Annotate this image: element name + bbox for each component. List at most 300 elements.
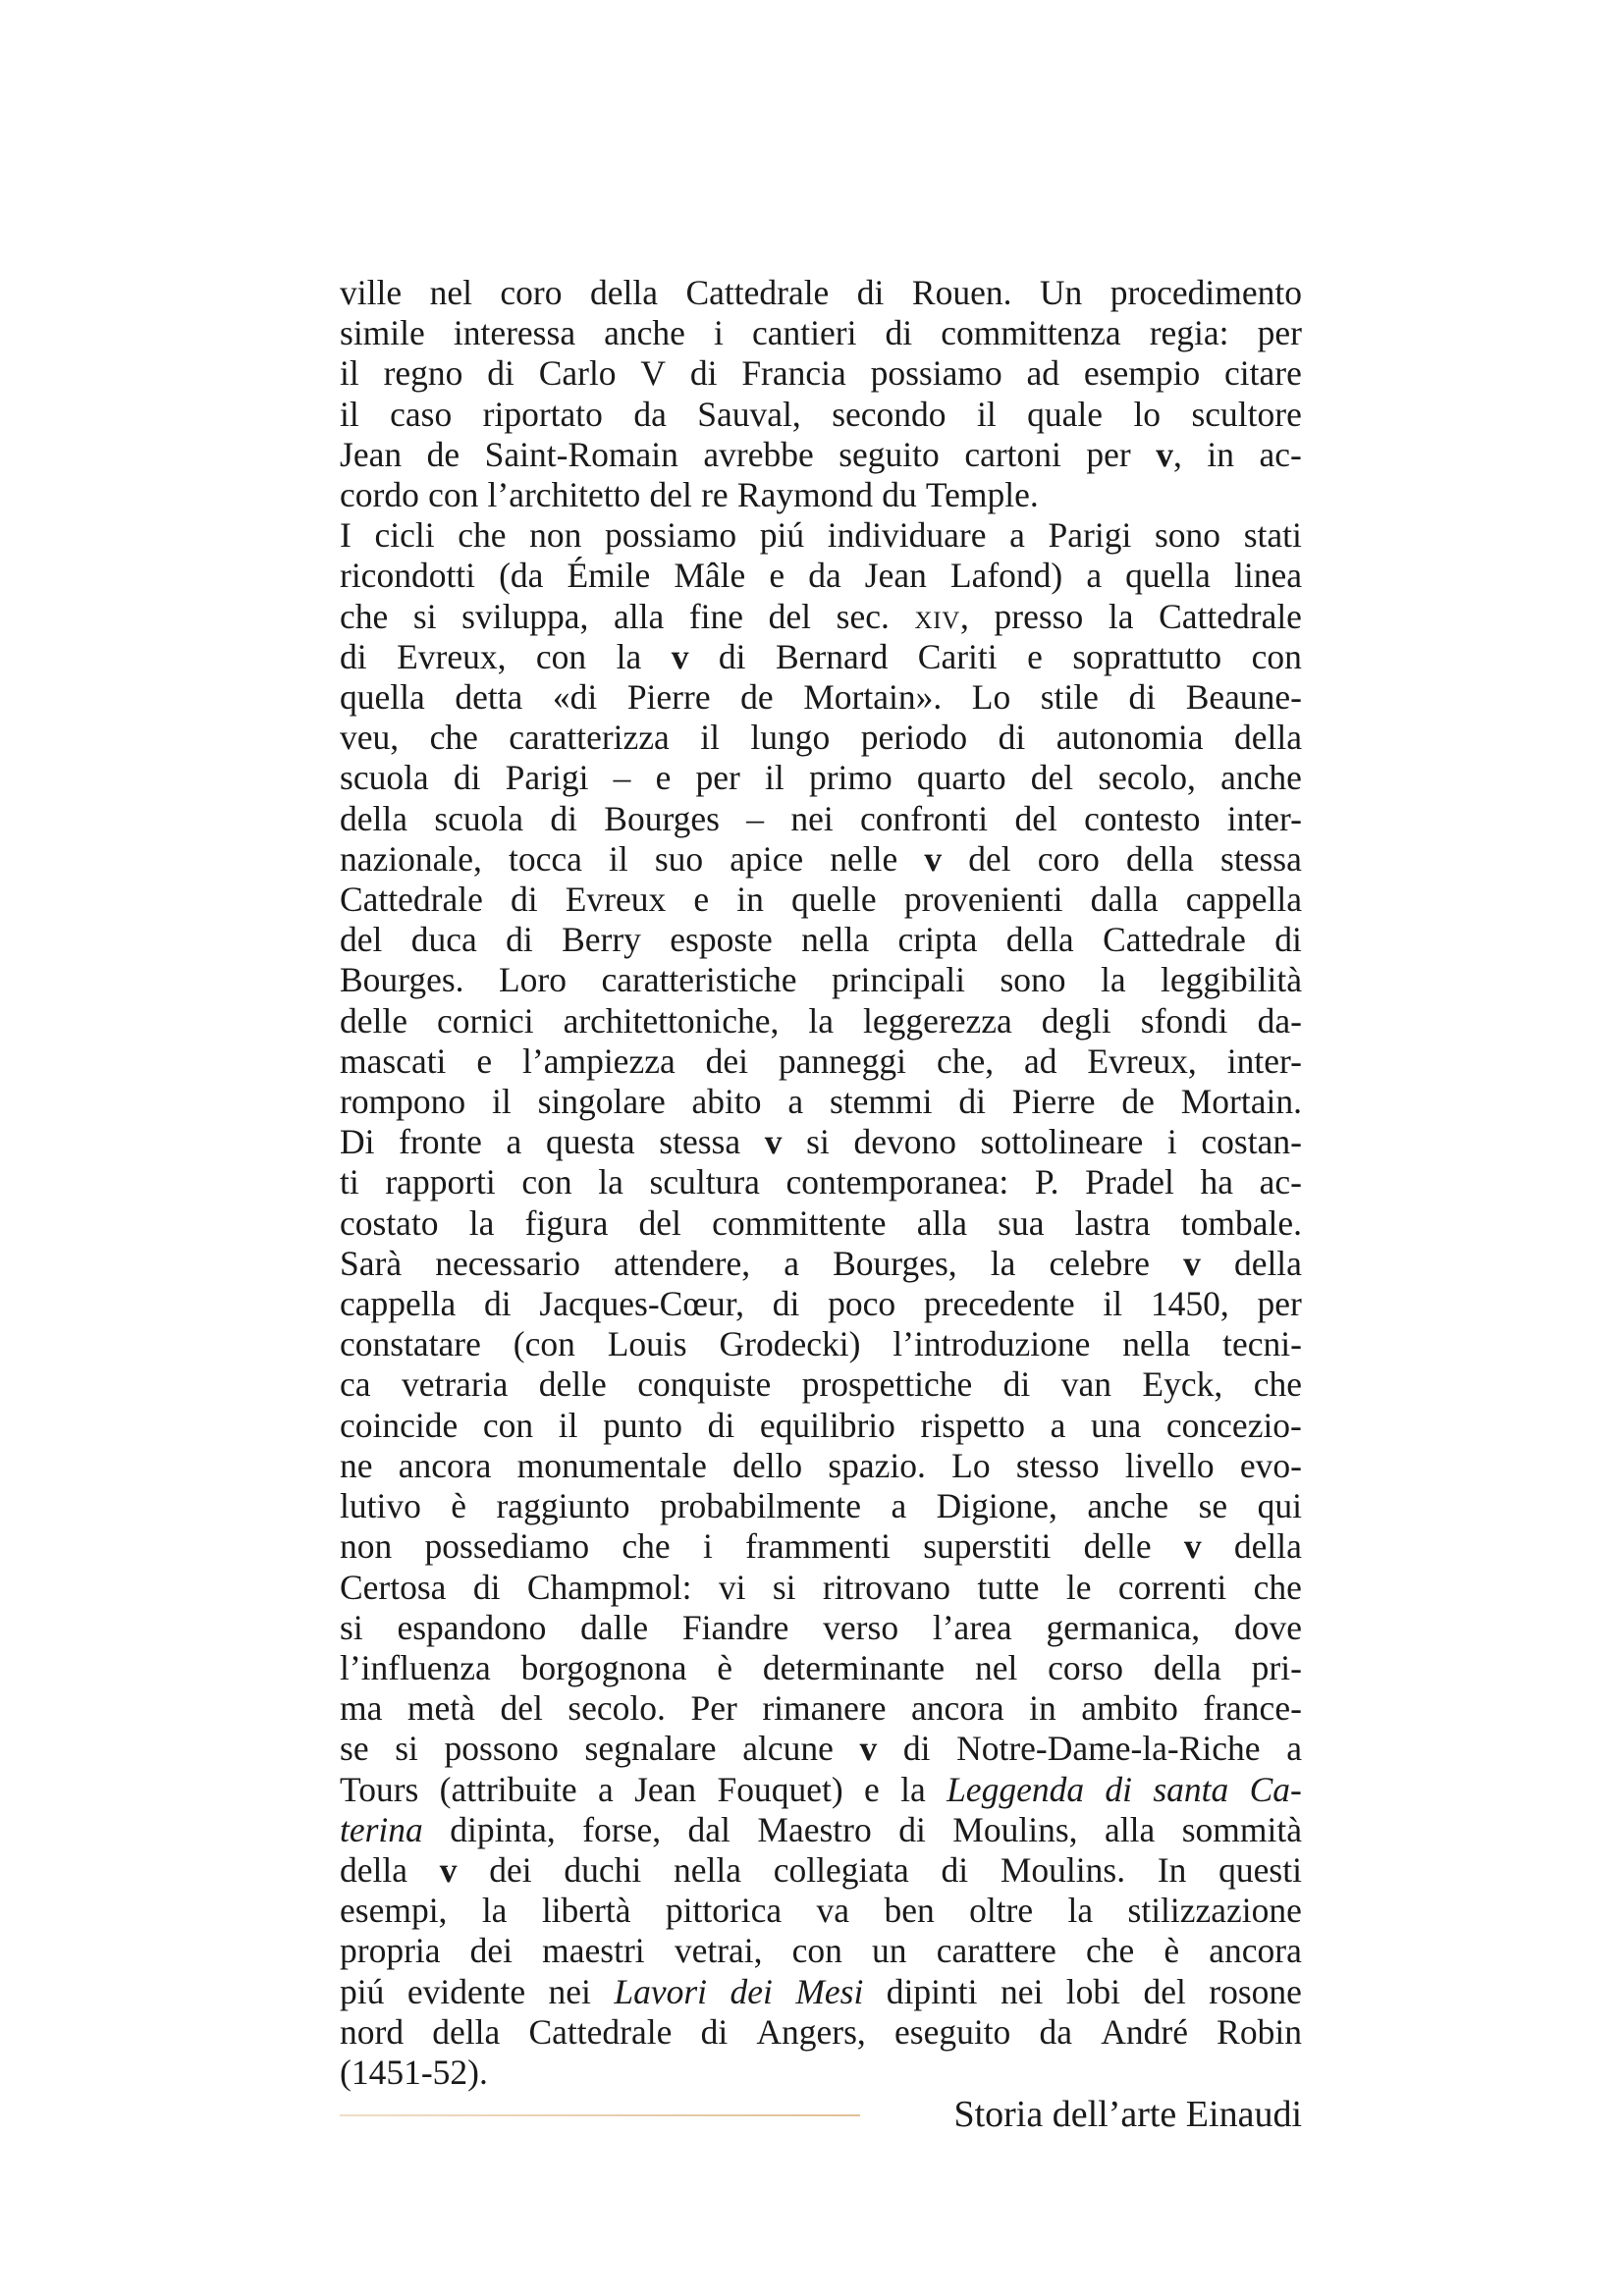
word: caratteristiche xyxy=(601,960,797,1000)
word: Saint-Romain xyxy=(484,434,678,474)
word xyxy=(765,1122,783,1162)
word: contemporanea: xyxy=(785,1162,1009,1202)
word: e xyxy=(864,1769,880,1809)
word: punto xyxy=(603,1405,682,1445)
text-line xyxy=(340,1486,1302,1526)
word: fronte xyxy=(399,1122,482,1162)
word: stemmi xyxy=(829,1082,933,1122)
word: quale xyxy=(1027,394,1104,434)
word: dipinta, xyxy=(450,1809,556,1849)
word: Berry xyxy=(562,920,641,960)
word: lobi xyxy=(1065,1971,1121,2011)
word: Beaune- xyxy=(1185,677,1302,718)
word: Evreux, xyxy=(397,636,507,676)
word: Eyck, xyxy=(1142,1364,1223,1405)
word: livello xyxy=(1124,1445,1215,1485)
text-line xyxy=(340,1122,1302,1162)
word: da xyxy=(1039,2011,1073,2052)
word: segnalare xyxy=(584,1729,717,1769)
word: sono xyxy=(1154,515,1221,556)
word: de xyxy=(426,434,460,474)
text-line xyxy=(340,1001,1302,1041)
word: (da xyxy=(499,556,544,596)
word: (con xyxy=(513,1324,575,1364)
word: in xyxy=(1207,434,1235,474)
word: il xyxy=(1103,1284,1123,1324)
word: Sarà xyxy=(340,1243,403,1283)
word xyxy=(947,1770,1084,1810)
word: di xyxy=(902,1729,931,1769)
word: correnti xyxy=(1117,1567,1227,1607)
word: dei xyxy=(705,1041,748,1081)
word: da- xyxy=(1257,1000,1302,1041)
word: suo xyxy=(654,838,704,879)
word: e xyxy=(476,1041,493,1081)
word: piú xyxy=(340,1971,385,2011)
text-line xyxy=(340,1446,1302,1486)
word: e xyxy=(655,758,672,798)
word: tecni- xyxy=(1222,1324,1302,1364)
word: Cattedrale xyxy=(1103,920,1246,960)
italic-title: Lavori xyxy=(614,1971,708,2011)
word: interessa xyxy=(453,313,576,353)
word: Rouen. xyxy=(911,273,1012,312)
word: André xyxy=(1101,2011,1188,2052)
word: Champmol: xyxy=(526,1567,692,1607)
text-line xyxy=(340,1810,1302,1850)
word: nella xyxy=(801,920,870,960)
word: rispetto xyxy=(920,1405,1026,1445)
word: che xyxy=(1253,1567,1302,1607)
word: è xyxy=(1163,1931,1180,1971)
footer-title: Storia dell’arte Einaudi xyxy=(953,2094,1302,2135)
text-line xyxy=(340,1648,1302,1688)
word: tutte xyxy=(977,1567,1040,1607)
word: Parigi xyxy=(505,758,589,798)
word: di xyxy=(998,718,1026,758)
word: la xyxy=(990,1243,1016,1283)
word: concezio- xyxy=(1165,1405,1302,1445)
word: di xyxy=(958,1082,986,1122)
word: Grodecki) xyxy=(719,1324,861,1364)
text-line xyxy=(340,1203,1302,1244)
word: questi xyxy=(1218,1849,1302,1890)
word: della xyxy=(340,1849,407,1890)
word: ma xyxy=(340,1688,383,1729)
word: committente xyxy=(712,1202,887,1243)
word: il xyxy=(492,1082,512,1122)
word: di xyxy=(487,353,514,394)
word: contesto xyxy=(1084,798,1201,838)
word: stati xyxy=(1243,515,1302,556)
word: Cariti xyxy=(917,636,998,676)
word: ti xyxy=(340,1162,359,1202)
word: del xyxy=(500,1688,543,1729)
word xyxy=(1184,1526,1202,1567)
word: Lo xyxy=(951,1445,991,1485)
word: rosone xyxy=(1209,1971,1302,2011)
bold-abbrev: v xyxy=(439,1849,458,1890)
word: scultura xyxy=(649,1162,760,1202)
word: metà xyxy=(406,1688,475,1729)
word: ben xyxy=(884,1891,935,1931)
word: della xyxy=(1005,920,1074,960)
word: Bernard xyxy=(776,636,889,676)
word: alla xyxy=(916,1202,967,1243)
word: ritrovano xyxy=(822,1567,951,1607)
word: costan- xyxy=(1201,1122,1302,1162)
word: i xyxy=(1166,1122,1177,1162)
word: è xyxy=(451,1486,467,1526)
word: Pierre xyxy=(1011,1082,1096,1122)
word: oltre xyxy=(969,1891,1034,1931)
word: vetrai, xyxy=(674,1931,763,1971)
text-line xyxy=(340,556,1302,596)
word: si xyxy=(395,1729,418,1769)
word: ancora xyxy=(910,1688,1004,1729)
word: abito xyxy=(691,1082,762,1122)
word: nella xyxy=(674,1849,741,1890)
word: devono xyxy=(853,1122,956,1162)
word: anche xyxy=(604,313,685,353)
word xyxy=(795,1972,863,2012)
word: con xyxy=(1251,636,1302,676)
word xyxy=(440,1850,458,1891)
word: che xyxy=(1253,1364,1302,1405)
word: Loro xyxy=(499,960,568,1000)
italic-title: santa xyxy=(1153,1769,1229,1809)
word: la xyxy=(598,1162,623,1202)
word: a xyxy=(891,1486,907,1526)
word: scuola xyxy=(434,798,524,838)
word: xiv, xyxy=(914,596,969,636)
text-line xyxy=(340,1850,1302,1891)
word: stessa xyxy=(1220,838,1302,879)
word: Robin xyxy=(1217,2011,1302,2052)
italic-title: Mesi xyxy=(795,1971,864,2011)
word: Pradel xyxy=(1085,1162,1174,1202)
word: nel xyxy=(429,273,472,312)
word: maestri xyxy=(542,1931,645,1971)
bold-abbrev: v xyxy=(859,1729,878,1769)
word: borgognona xyxy=(520,1647,687,1687)
bold-abbrev: v xyxy=(764,1122,783,1162)
word: Un xyxy=(1039,273,1083,312)
word: Jean xyxy=(340,434,403,474)
word: piú xyxy=(759,515,805,556)
word: forse, xyxy=(582,1809,662,1849)
word: di xyxy=(340,636,367,676)
word: nelle xyxy=(830,838,898,879)
text-line xyxy=(340,1162,1302,1202)
word: coincide xyxy=(340,1405,459,1445)
word: a xyxy=(1086,556,1103,596)
word: sec. xyxy=(836,596,890,636)
word: ac- xyxy=(1259,434,1302,474)
word: committenza xyxy=(941,313,1121,353)
text-line xyxy=(340,718,1302,758)
word: nei xyxy=(1000,1971,1044,2011)
word: individuare xyxy=(827,515,987,556)
word: il xyxy=(976,394,997,434)
text-line xyxy=(340,920,1302,960)
word: cordo xyxy=(340,475,419,515)
italic-title: terina xyxy=(340,1809,423,1849)
word: per xyxy=(1086,434,1131,474)
word: con xyxy=(482,1405,534,1445)
word: con xyxy=(428,475,479,515)
word: qui xyxy=(1257,1486,1302,1526)
footer-rule xyxy=(340,2114,860,2116)
word: possono xyxy=(444,1729,559,1769)
word: nei xyxy=(790,798,834,838)
word: con xyxy=(791,1931,842,1971)
word: procedimento xyxy=(1109,273,1302,312)
word: ricondotti xyxy=(340,556,476,596)
word: di xyxy=(689,353,718,394)
word: Jean xyxy=(634,1769,697,1809)
word: vi xyxy=(718,1567,746,1607)
word: vetraria xyxy=(401,1364,509,1405)
text-line xyxy=(340,597,1302,637)
word: da xyxy=(633,394,667,434)
word xyxy=(1153,1770,1228,1810)
word: precedente xyxy=(923,1284,1075,1324)
word: quella xyxy=(340,677,425,718)
word xyxy=(924,839,942,880)
word: di xyxy=(453,758,481,798)
word: del xyxy=(638,1202,681,1243)
word: rompono xyxy=(340,1082,466,1122)
word: nel xyxy=(974,1647,1018,1687)
word: re xyxy=(701,475,729,515)
text-line xyxy=(340,960,1302,1000)
word: nazionale, xyxy=(340,838,482,879)
word: delle xyxy=(1083,1526,1152,1567)
text-line xyxy=(340,1688,1302,1729)
word: della xyxy=(1125,838,1194,879)
word: cantieri xyxy=(752,313,857,353)
word: esposte xyxy=(670,920,773,960)
word: sommità xyxy=(1181,1809,1302,1849)
word: di xyxy=(941,1849,969,1890)
word: soprattutto xyxy=(1072,636,1222,676)
word: l’influenza xyxy=(340,1647,491,1687)
word: Cattedrale xyxy=(528,2011,673,2052)
word: del xyxy=(340,920,383,960)
word: il xyxy=(609,838,628,879)
word: poco xyxy=(828,1284,896,1324)
word: dalla xyxy=(1090,880,1159,920)
bold-abbrev: v xyxy=(1183,1526,1202,1567)
text-line xyxy=(340,1891,1302,1931)
word: seguito xyxy=(839,434,940,474)
word: v, xyxy=(1156,434,1182,474)
word: raggiunto xyxy=(496,1486,630,1526)
word: ville xyxy=(340,273,403,312)
word: probabilmente xyxy=(659,1486,862,1526)
word: se xyxy=(340,1729,369,1769)
word: Jacques-Cœur, xyxy=(539,1284,744,1324)
word: lo xyxy=(1133,394,1162,434)
word: Francia xyxy=(741,353,846,394)
word: attendere, xyxy=(614,1243,751,1283)
word: da xyxy=(808,556,841,596)
word: principali xyxy=(831,960,966,1000)
word: rapporti xyxy=(385,1162,496,1202)
word: spazio. xyxy=(828,1445,926,1485)
word: che, xyxy=(936,1041,995,1081)
word: ancora xyxy=(1209,1931,1302,1971)
word: conquiste xyxy=(637,1364,772,1405)
word: Mortain». xyxy=(803,677,943,718)
word: e xyxy=(1027,636,1043,676)
word: la xyxy=(468,1202,495,1243)
body-text xyxy=(340,273,1302,2093)
word: della xyxy=(340,798,407,838)
word: per xyxy=(695,758,740,798)
word: il xyxy=(558,1405,578,1445)
word: anche xyxy=(1220,758,1302,798)
word: secondo xyxy=(832,394,947,434)
word: del xyxy=(1143,1971,1186,2011)
word: determinante xyxy=(762,1647,946,1687)
text-line xyxy=(340,1526,1302,1567)
text-line xyxy=(340,1082,1302,1122)
word: secolo. xyxy=(568,1688,666,1729)
word: stesso xyxy=(1015,1445,1100,1485)
word: P. xyxy=(1034,1162,1059,1202)
word: cartoni xyxy=(964,434,1061,474)
word: pri- xyxy=(1251,1647,1302,1687)
word: delle xyxy=(340,1000,407,1041)
word: del xyxy=(1030,758,1074,798)
text-line xyxy=(340,273,1302,313)
word: con xyxy=(521,1162,572,1202)
word: duchi xyxy=(564,1849,642,1890)
word: di xyxy=(707,1405,735,1445)
word: che xyxy=(340,596,389,636)
text-line xyxy=(340,1729,1302,1769)
word: Bourges xyxy=(604,798,720,838)
word: l’ampiezza xyxy=(522,1041,676,1081)
word: si xyxy=(412,596,437,636)
word xyxy=(1105,1770,1132,1810)
word: pittorica xyxy=(665,1891,783,1931)
word: stilizzazione xyxy=(1127,1891,1302,1931)
word: Lo xyxy=(971,677,1011,718)
word: Carlo xyxy=(538,353,617,394)
word: 1450, xyxy=(1150,1284,1229,1324)
word: periodo xyxy=(860,718,968,758)
word: prospettiche xyxy=(801,1364,973,1405)
word: possediamo xyxy=(424,1526,590,1567)
word: a xyxy=(787,1082,804,1122)
word: de xyxy=(740,677,774,718)
text-line xyxy=(340,1972,1302,2012)
word: I xyxy=(340,515,352,556)
word: apice xyxy=(730,838,804,879)
word: dei xyxy=(469,1931,514,1971)
word: evidente xyxy=(406,1971,526,2011)
text-line xyxy=(340,1041,1302,1082)
text-line xyxy=(340,1568,1302,1608)
word: collegiata xyxy=(773,1849,909,1890)
word: ha xyxy=(1200,1162,1234,1202)
word: Di xyxy=(340,1122,375,1162)
word: di xyxy=(1128,677,1157,718)
word: della xyxy=(432,2011,501,2052)
text-line xyxy=(340,475,1302,515)
text-line xyxy=(340,353,1302,394)
word: la xyxy=(900,1769,926,1809)
word: tombale. xyxy=(1180,1202,1302,1243)
text-line xyxy=(340,395,1302,435)
word: mascati xyxy=(340,1041,447,1081)
word: delle xyxy=(538,1364,607,1405)
italic-title: di xyxy=(1105,1769,1133,1809)
word: Bourges, xyxy=(833,1243,957,1283)
word: Mortain. xyxy=(1180,1082,1302,1122)
word: citare xyxy=(1224,353,1302,394)
italic-title: Leggenda xyxy=(947,1769,1085,1809)
text-line xyxy=(340,758,1302,798)
word: Evreux, xyxy=(1087,1041,1197,1081)
text-line xyxy=(340,1608,1302,1648)
word: regno xyxy=(383,353,463,394)
word: detta xyxy=(455,677,523,718)
word: che xyxy=(429,718,478,758)
word: Maestro xyxy=(757,1809,872,1849)
word: eseguito xyxy=(894,2011,1011,2052)
word: la xyxy=(808,1000,835,1041)
word: necessario xyxy=(435,1243,581,1283)
word: carattere xyxy=(936,1931,1056,1971)
word: Louis xyxy=(607,1324,687,1364)
word: cornici xyxy=(437,1000,534,1041)
word xyxy=(340,1810,423,1850)
word: riportato xyxy=(482,394,603,434)
word: Evreux xyxy=(565,880,667,920)
word: quella xyxy=(1125,556,1211,596)
word: Fiandre xyxy=(681,1607,789,1647)
word: della xyxy=(1233,1243,1302,1283)
word: Pierre xyxy=(626,677,711,718)
word: se xyxy=(1198,1486,1228,1526)
word: a xyxy=(1050,1405,1066,1445)
word: di xyxy=(510,880,538,920)
italic-title: Ca- xyxy=(1249,1769,1302,1809)
word xyxy=(672,637,689,677)
word: ca xyxy=(340,1364,371,1405)
word: del xyxy=(649,475,692,515)
word: i xyxy=(714,313,724,353)
text-line xyxy=(340,313,1302,353)
word: una xyxy=(1091,1405,1142,1445)
text-line xyxy=(340,799,1302,839)
word: Cattedrale xyxy=(340,880,483,920)
word: cripta xyxy=(897,920,978,960)
word: stessa xyxy=(659,1122,741,1162)
word: Angers, xyxy=(756,2011,866,2052)
word: scultore xyxy=(1191,394,1302,434)
word: veu, xyxy=(340,718,400,758)
bold-abbrev: v xyxy=(1156,434,1173,474)
word: del xyxy=(1014,798,1057,838)
word: caratterizza xyxy=(509,718,670,758)
word: nella xyxy=(1122,1324,1191,1364)
word: di xyxy=(718,636,746,676)
